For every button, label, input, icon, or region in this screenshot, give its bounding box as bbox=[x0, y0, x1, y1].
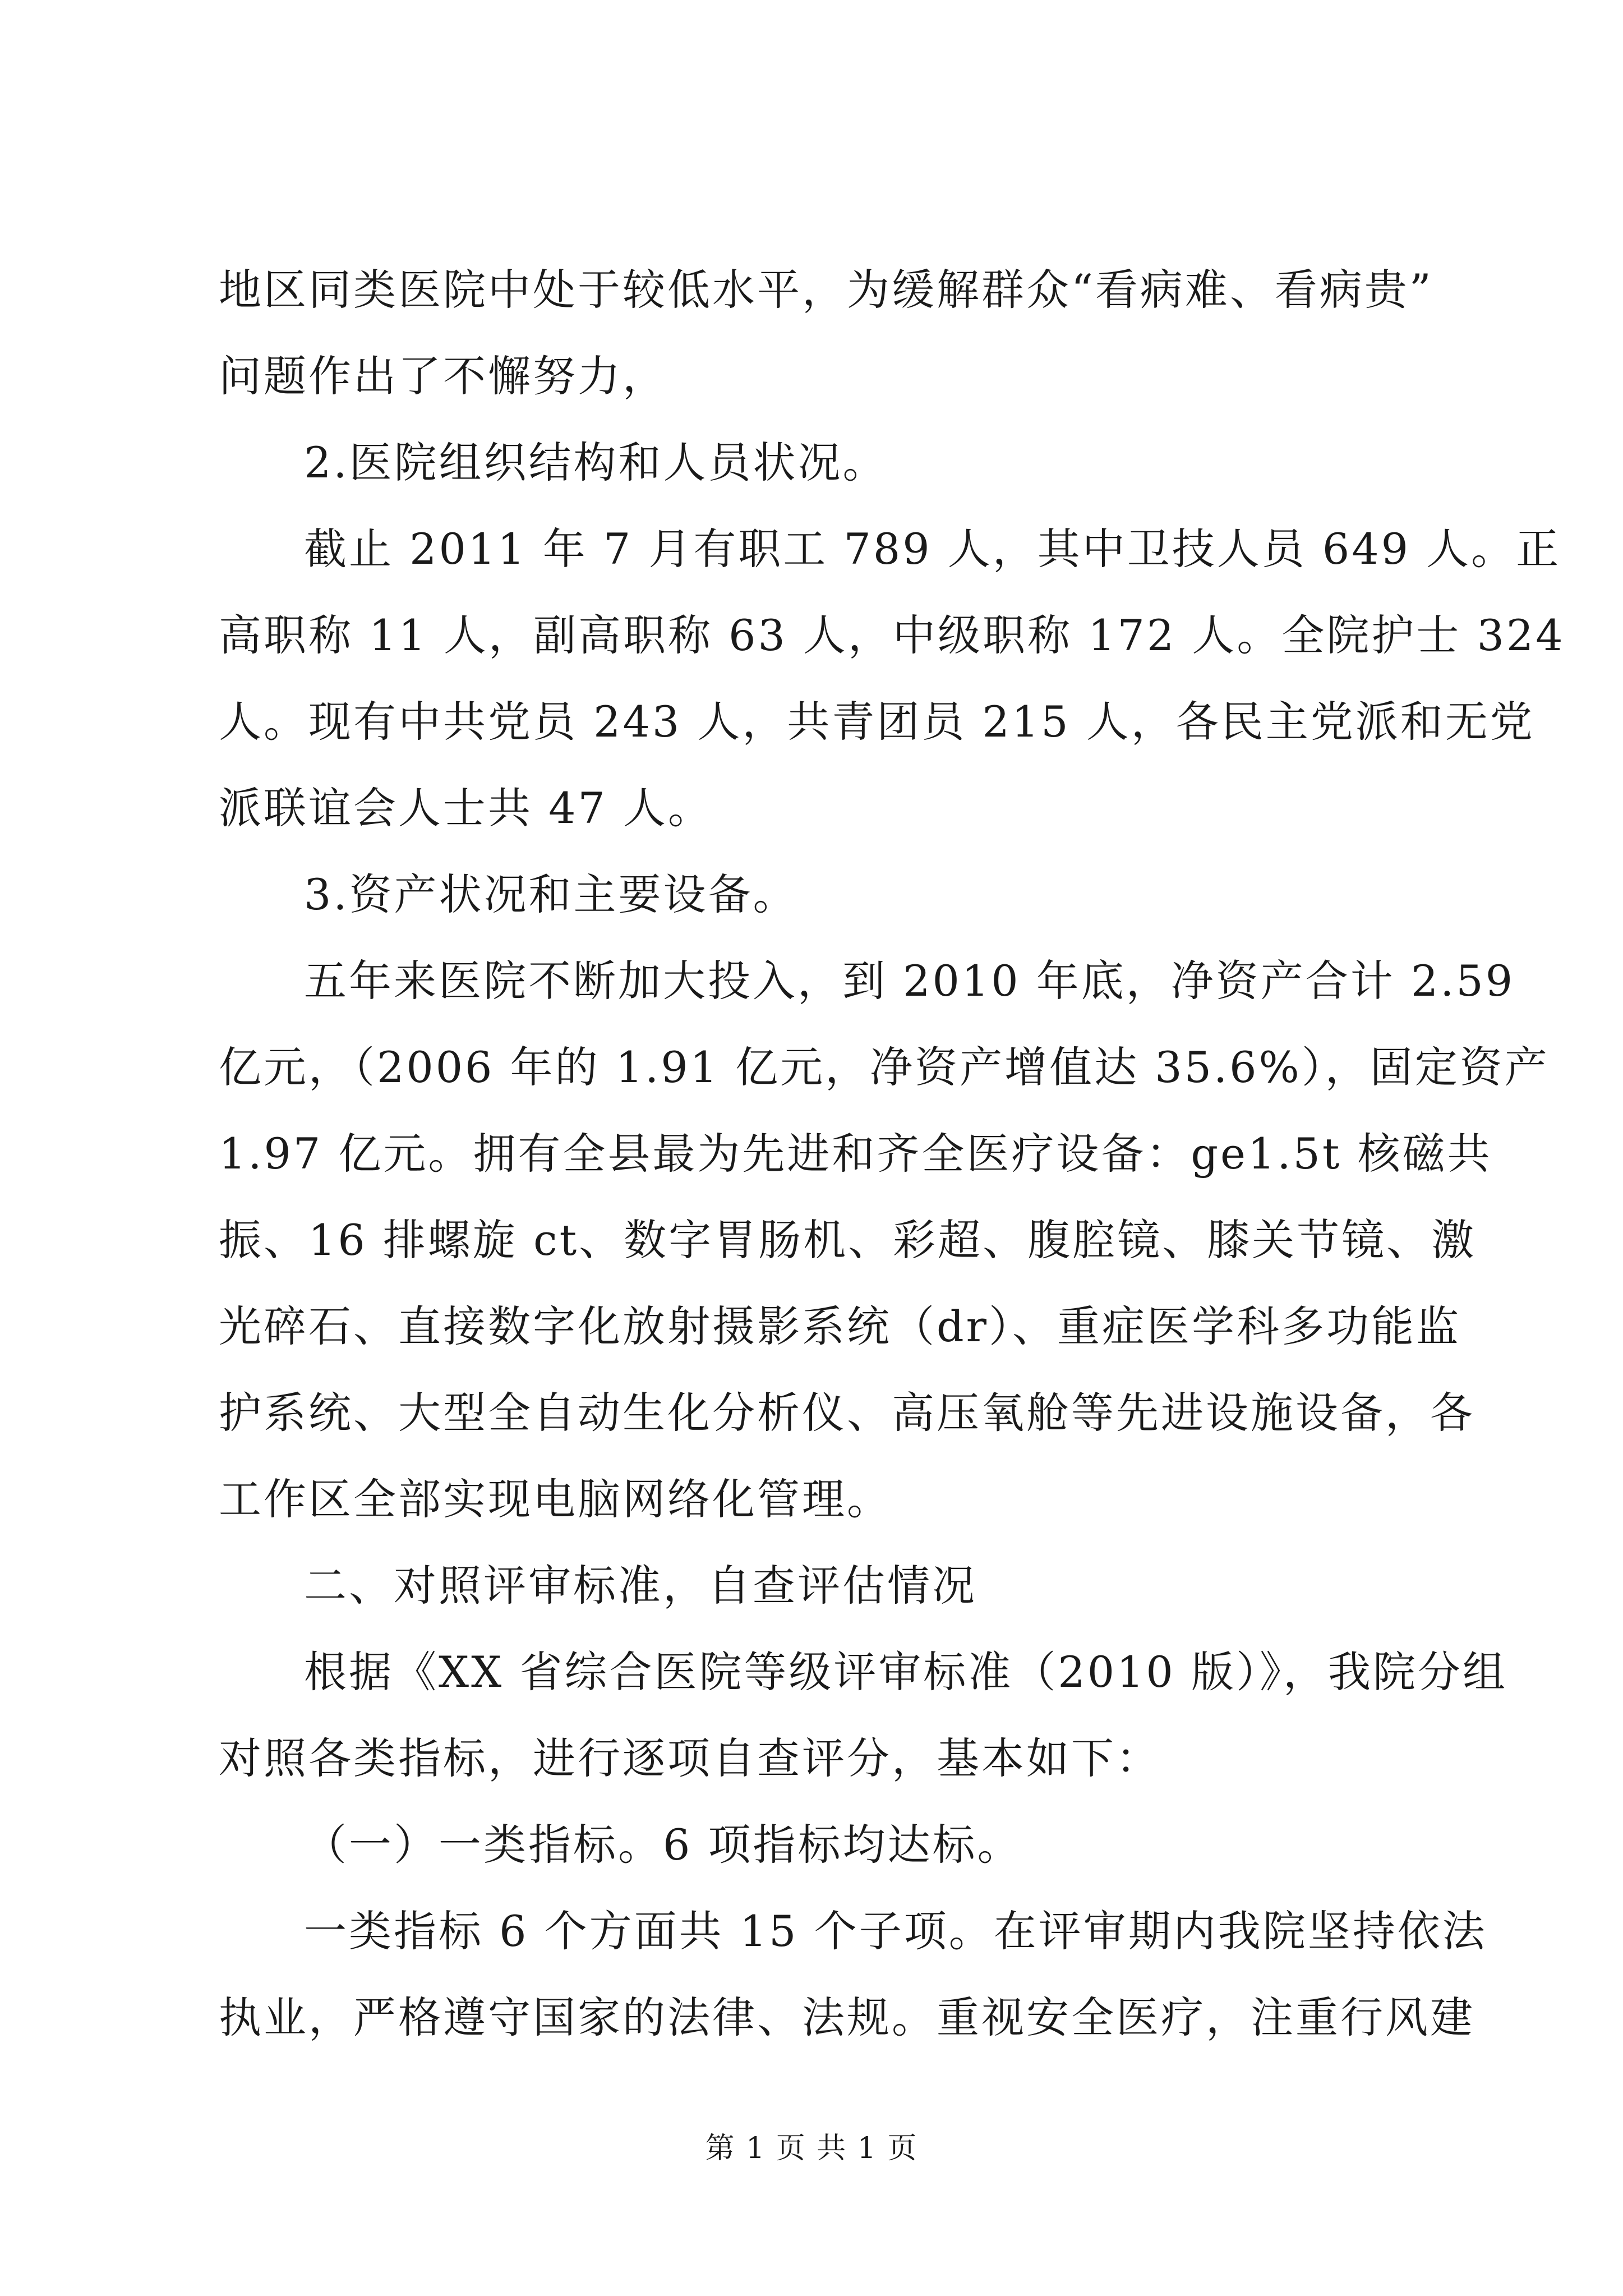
text-line: 根据《XX 省综合医院等级评审标准（2010 版）》，我院分组 bbox=[304, 1647, 1507, 1697]
section-heading: 3.资产状况和主要设备。 bbox=[304, 869, 798, 919]
section-heading: 2.医院组织结构和人员状况。 bbox=[304, 438, 888, 487]
text-line: 一类指标 6 个方面共 15 个子项。在评审期内我院坚持依法 bbox=[304, 1906, 1487, 1956]
document-body bbox=[219, 247, 1565, 2061]
text-line: 地区同类医院中处于较低水平，为缓解群众“看病难、看病贵” bbox=[219, 265, 1433, 315]
text-line: 截止 2011 年 7 月有职工 789 人，其中卫技人员 649 人。正 bbox=[304, 524, 1561, 574]
text-line: 护系统、大型全自动生化分析仪、高压氧舱等先进设施设备，各 bbox=[219, 1388, 1475, 1438]
text-line: 高职称 11 人，副高职称 63 人，中级职称 172 人。全院护士 324 bbox=[219, 610, 1565, 660]
subsection-heading: （一）一类指标。6 项指标均达标。 bbox=[304, 1820, 1022, 1870]
text-line: 工作区全部实现电脑网络化管理。 bbox=[219, 1474, 892, 1524]
text-line: 对照各类指标，进行逐项自查评分，基本如下： bbox=[219, 1733, 1161, 1783]
page-footer bbox=[0, 2129, 1623, 2168]
page-number-label: 第 1 页 共 1 页 bbox=[705, 2132, 918, 2165]
text-line: 执业，严格遵守国家的法律、法规。重视安全医疗，注重行风建 bbox=[219, 1993, 1475, 2042]
section-heading: 二、对照评审标准，自查评估情况 bbox=[304, 1561, 977, 1611]
text-line: 问题作出了不懈努力， bbox=[219, 351, 667, 401]
text-line: 1.97 亿元。拥有全县最为先进和齐全医疗设备：ge1.5t 核磁共 bbox=[219, 1129, 1492, 1179]
text-line: 人。现有中共党员 243 人，共青团员 215 人，各民主党派和无党 bbox=[219, 697, 1535, 747]
text-line: 振、16 排螺旋 ct、数字胃肠机、彩超、腹腔镜、膝关节镜、激 bbox=[219, 1215, 1477, 1265]
text-line: 亿元，（2006 年的 1.91 亿元，净资产增值达 35.6%），固定资产 bbox=[219, 1042, 1550, 1092]
text-line: 派联谊会人士共 47 人。 bbox=[219, 783, 713, 833]
text-line: 光碎石、直接数字化放射摄影系统（dr）、重症医学科多功能监 bbox=[219, 1301, 1461, 1351]
text-line: 五年来医院不断加大投入，到 2010 年底，净资产合计 2.59 bbox=[304, 956, 1515, 1006]
